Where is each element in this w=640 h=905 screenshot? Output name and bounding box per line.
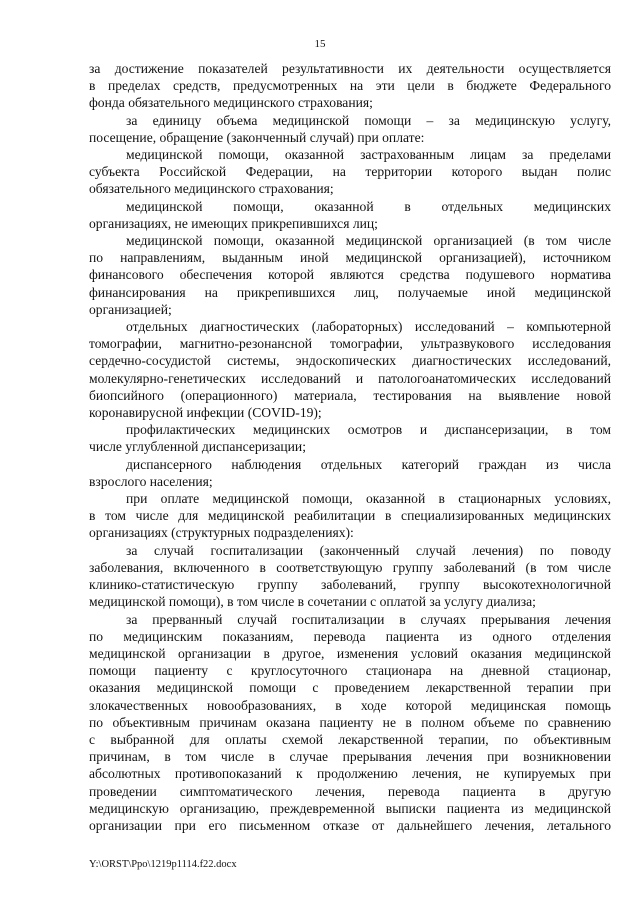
paragraph-line: в том числе для медицинской реабилитации в специализированных медицинских bbox=[89, 508, 611, 524]
paragraph bbox=[89, 198, 611, 232]
paragraph-line: молекулярно-генетических исследований и патологоанатомических исследований bbox=[89, 370, 611, 386]
paragraph-line: медицинской помощи, оказанной медицинской организацией (в том числе bbox=[126, 233, 611, 249]
paragraph-line: медицинскую организацию, преждевременной выписки пациента из медицинской bbox=[89, 800, 611, 816]
paragraph-line: медицинской помощи, оказанной застрахованным лицам за пределами bbox=[126, 147, 611, 163]
paragraph-line: взрослого населения; bbox=[89, 473, 213, 489]
paragraph-line: медицинской помощи), в том числе в сочетании с оплатой за услугу диализа; bbox=[89, 594, 536, 610]
paragraph-line: организациях, не имеющих прикрепившихся лиц; bbox=[89, 215, 378, 231]
paragraph-line: фонда обязательного медицинского страхования; bbox=[89, 95, 373, 111]
paragraph bbox=[89, 611, 611, 835]
paragraph-line: за прерванный случай госпитализации в случаях прерывания лечения bbox=[126, 611, 611, 627]
paragraph bbox=[89, 112, 611, 146]
paragraph bbox=[89, 456, 611, 490]
paragraph bbox=[89, 318, 611, 421]
paragraph-line: с выбранной для оплаты схемой лекарственной терапии, по объективным bbox=[89, 731, 611, 747]
paragraph-line: по медицинским показаниям, перевода пациента из одного отделения bbox=[89, 628, 611, 644]
paragraph-line: клинико-статистическую группу заболеваний, группу высокотехнологичной bbox=[89, 577, 611, 593]
paragraph-line: отдельных диагностических (лабораторных) исследований – компьютерной bbox=[126, 319, 611, 335]
paragraph bbox=[89, 542, 611, 611]
paragraph-line: в пределах средств, предусмотренных на эти цели в бюджете Федерального bbox=[89, 78, 611, 94]
paragraph-line: организациях (структурных подразделениях): bbox=[89, 525, 354, 541]
paragraph-line: помощи пациенту с круглосуточного стационара на дневной стационар, bbox=[89, 663, 611, 679]
paragraph-line: злокачественных новообразованиях, в ходе которой медицинская помощь bbox=[89, 697, 611, 713]
paragraph-line: профилактических медицинских осмотров и диспансеризации, в том bbox=[126, 422, 611, 438]
paragraph bbox=[89, 60, 611, 112]
paragraph-line: организацией; bbox=[89, 301, 172, 317]
paragraph-line: заболевания, включенного в соответствующую группу заболеваний (в том числе bbox=[89, 559, 611, 575]
document-body bbox=[89, 60, 611, 834]
paragraph-line: коронавирусной инфекции (COVID-19); bbox=[89, 405, 322, 421]
paragraph-line: причинам, в том числе в случае прерывания лечения при возникновении bbox=[89, 749, 611, 765]
paragraph bbox=[89, 490, 611, 542]
paragraph-line: субъекта Российской Федерации, на территории которого выдан полис bbox=[89, 164, 611, 180]
paragraph bbox=[89, 421, 611, 455]
paragraph bbox=[89, 146, 611, 198]
paragraph-line: медицинской помощи, оказанной в отдельных медицинских bbox=[126, 198, 611, 214]
paragraph-line: проведении симптоматического лечения, перевода пациента в другую bbox=[89, 783, 611, 799]
paragraph-line: за достижение показателей результативности их деятельности осуществляется bbox=[89, 61, 611, 76]
paragraph-line: обязательного медицинского страхования; bbox=[89, 181, 334, 197]
paragraph-line: при оплате медицинской помощи, оказанной в стационарных условиях, bbox=[126, 491, 611, 507]
paragraph-line: финансового обеспечения которой являются средства подушевого норматива bbox=[89, 267, 611, 283]
paragraph-line: за случай госпитализации (законченный случай лечения) по поводу bbox=[126, 542, 611, 558]
paragraph-line: финансирования на прикрепившихся лиц, получаемые иной медицинской bbox=[89, 284, 611, 300]
paragraph-line: абсолютных противопоказаний к продолжению лечения, не купируемых при bbox=[89, 766, 611, 782]
paragraph-line: числе углубленной диспансеризации; bbox=[89, 439, 306, 455]
paragraph-line: посещение, обращение (законченный случай) при оплате: bbox=[89, 129, 425, 145]
page-number: 15 bbox=[314, 38, 326, 50]
paragraph bbox=[89, 232, 611, 318]
paragraph-line: сердечно-сосудистой системы, эндоскопических диагностических исследований, bbox=[89, 353, 611, 369]
paragraph-line: по направлениям, выданным иной медицинской организацией), источником bbox=[89, 250, 611, 266]
paragraph-line: медицинской организации в другое, изменения условий оказания медицинской bbox=[89, 645, 611, 661]
footer-file-path: Y:\ORST\Ppo\1219p1114.f22.docx bbox=[89, 859, 237, 870]
paragraph-line: организации при его письменном отказе от дальнейшего лечения, летального bbox=[89, 817, 611, 833]
paragraph-line: за единицу объема медицинской помощи – за медицинскую услугу, bbox=[126, 112, 611, 128]
paragraph-line: томографии, магнитно-резонансной томографии, ультразвукового исследования bbox=[89, 336, 611, 352]
paragraph-line: диспансерного наблюдения отдельных категорий граждан из числа bbox=[126, 456, 611, 472]
paragraph-line: биопсийного (операционного) материала, тестирования на выявление новой bbox=[89, 387, 611, 403]
paragraph-line: оказания медицинской помощи с проведением лекарственной терапии при bbox=[89, 680, 611, 696]
paragraph-line: по объективным причинам оказана пациенту не в полном объеме по сравнению bbox=[89, 714, 611, 730]
